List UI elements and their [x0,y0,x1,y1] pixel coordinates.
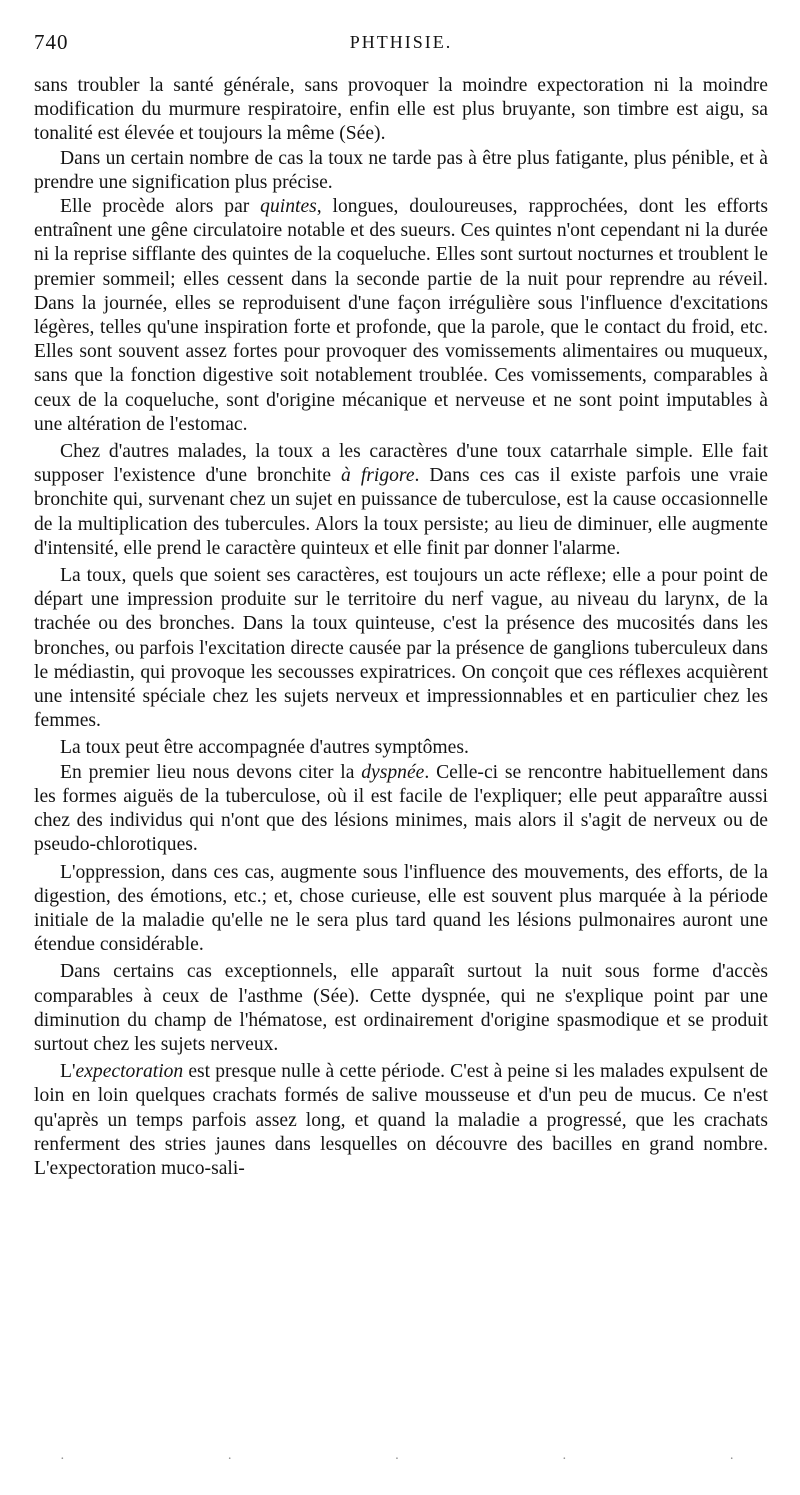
paragraph [34,440,768,561]
emphasis-term: quintes [260,196,317,218]
paragraph: L'oppression, dans ces cas, augmente sous l'influence des mouvements, des efforts, de la digestion, des émotions, etc.; et, chose curieuse, elle est souvent plus marquée à la période initiale de la maladie qu'elle ne le sera plus tard quand les lésions pulmonaires auront une étendue considérable. [34,861,768,956]
page-number: 740 [34,30,69,54]
paragraph-text: Chez d'autres malades, la toux a les caractères d'une toux catarrhale simple. Elle fait supposer l'existence d'une bronchite [34,441,768,487]
paragraph-text: , longues, douloureuses, rapprochées, dont les efforts entraînent une gêne circulatoire notable et des sueurs. Ces quintes n'ont cependant ni la durée ni la reprise sifflante des quintes de la coqueluche. Elles sont surtout nocturnes et troublent le premier sommeil; elles cessent dans la seconde partie de la nuit pour reprendre au réveil. Dans la journée, elles se reproduisent d'une façon irrégulière sous l'influence d'excitations légères, telles qu'une inspiration forte et profonde, que la parole, que le contact du froid, etc. Elles sont souvent assez fortes pour provoquer des vomissements alimentaires ou muqueux, sans que la fonction digestive soit notablement troublée. Ces vomissements, comparables à ceux de la coqueluche, sont d'origine mécanique et nerveuse et ne sont point imputables à une altération de l'estomac. [34,196,768,435]
paragraph [34,195,768,437]
emphasis-term: expectoration [75,1061,184,1083]
paragraph-text: . Dans ces cas il existe parfois une vraie bronchite qui, survenant chez un sujet en puissance de tuberculose, est la cause occasionnelle de la multiplication des tubercules. Alors la toux persiste; au lieu de diminuer, elle augmente d'intensité, elle prend le caractère quinteux et elle finit par donner l'alarme. [34,465,768,559]
paragraph: La toux peut être accompagnée d'autres symptômes. [60,737,469,759]
paragraph: Dans un certain nombre de cas la toux ne tarde pas à être plus fatigante, plus pénible, et à prendre une signification plus précise. [34,147,768,193]
paragraph-text: En premier lieu nous devons citer la [60,761,362,783]
speck-mark: · [729,1452,740,1467]
paragraph-text: Elle procède alors par [60,196,261,218]
paragraph-text: . Celle-ci se rencontre habituellement dans les formes aiguës de la tuberculose, où il est facile de l'expliquer; elle peut apparaître aussi chez des individus qui n'ont que des lésions minimes, mais alors il s'agit de nerveux ou de pseudo-chlorotiques. [34,761,768,856]
paragraph-continuation: sans troubler la santé générale, sans provoquer la moindre expectoration ni la moindre modification du murmure respiratoire, enfin elle est plus bruyante, son timbre est aigu, sa tonalité est élevée et toujours la même (Sée). [34,75,768,145]
paragraph [34,761,768,858]
body-text [34,74,768,1181]
speck-mark: · [394,1452,406,1467]
running-title: PHTHISIE. [349,32,453,52]
paragraph-text: L' [60,1061,76,1083]
speck-mark: · [60,1452,71,1467]
emphasis-term: dyspnée [361,761,425,783]
speck-mark: · [561,1452,573,1467]
paragraph: La toux, quels que soient ses caractères, est toujours un acte réflexe; elle a pour point de départ une impression produite sur le territoire du nerf vague, au niveau du larynx, de la trachée ou des bronches. Dans la toux quinteuse, c'est la présence des mucosités dans les bronches, ou parfois l'excitation directe causée par la présence de ganglions tuberculeux dans le médiastin, qui provoque les secousses expiratrices. On conçoit que ces réflexes acquièrent une intensité spéciale chez les sujets nerveux et impressionnables et en particulier chez les femmes. [34,565,768,732]
paragraph-text: est presque nulle à cette période. C'est à peine si les malades expulsent de loin en loin quelques crachats formés de salive mousseuse et d'un peu de mucus. Ce n'est qu'après un temps parfois assez long, et quand la maladie a progressé, que les crachats renferment des stries jaunes dans lesquelles on découvre des bacilles en grand nombre. L'expectoration muco-sali- [34,1061,768,1179]
paragraph [34,1060,768,1181]
page-header [34,30,768,60]
scan-specks [60,1452,740,1468]
paragraph: Dans certains cas exceptionnels, elle apparaît surtout la nuit sous forme d'accès comparables à ceux de l'asthme (Sée). Cette dyspnée, qui ne s'explique point par une diminution du champ de l'hématose, est ordinairement d'origine spasmodique et se produit surtout chez les sujets nerveux. [34,961,768,1055]
emphasis-term: à frigore [341,465,415,487]
speck-mark: · [227,1452,238,1467]
